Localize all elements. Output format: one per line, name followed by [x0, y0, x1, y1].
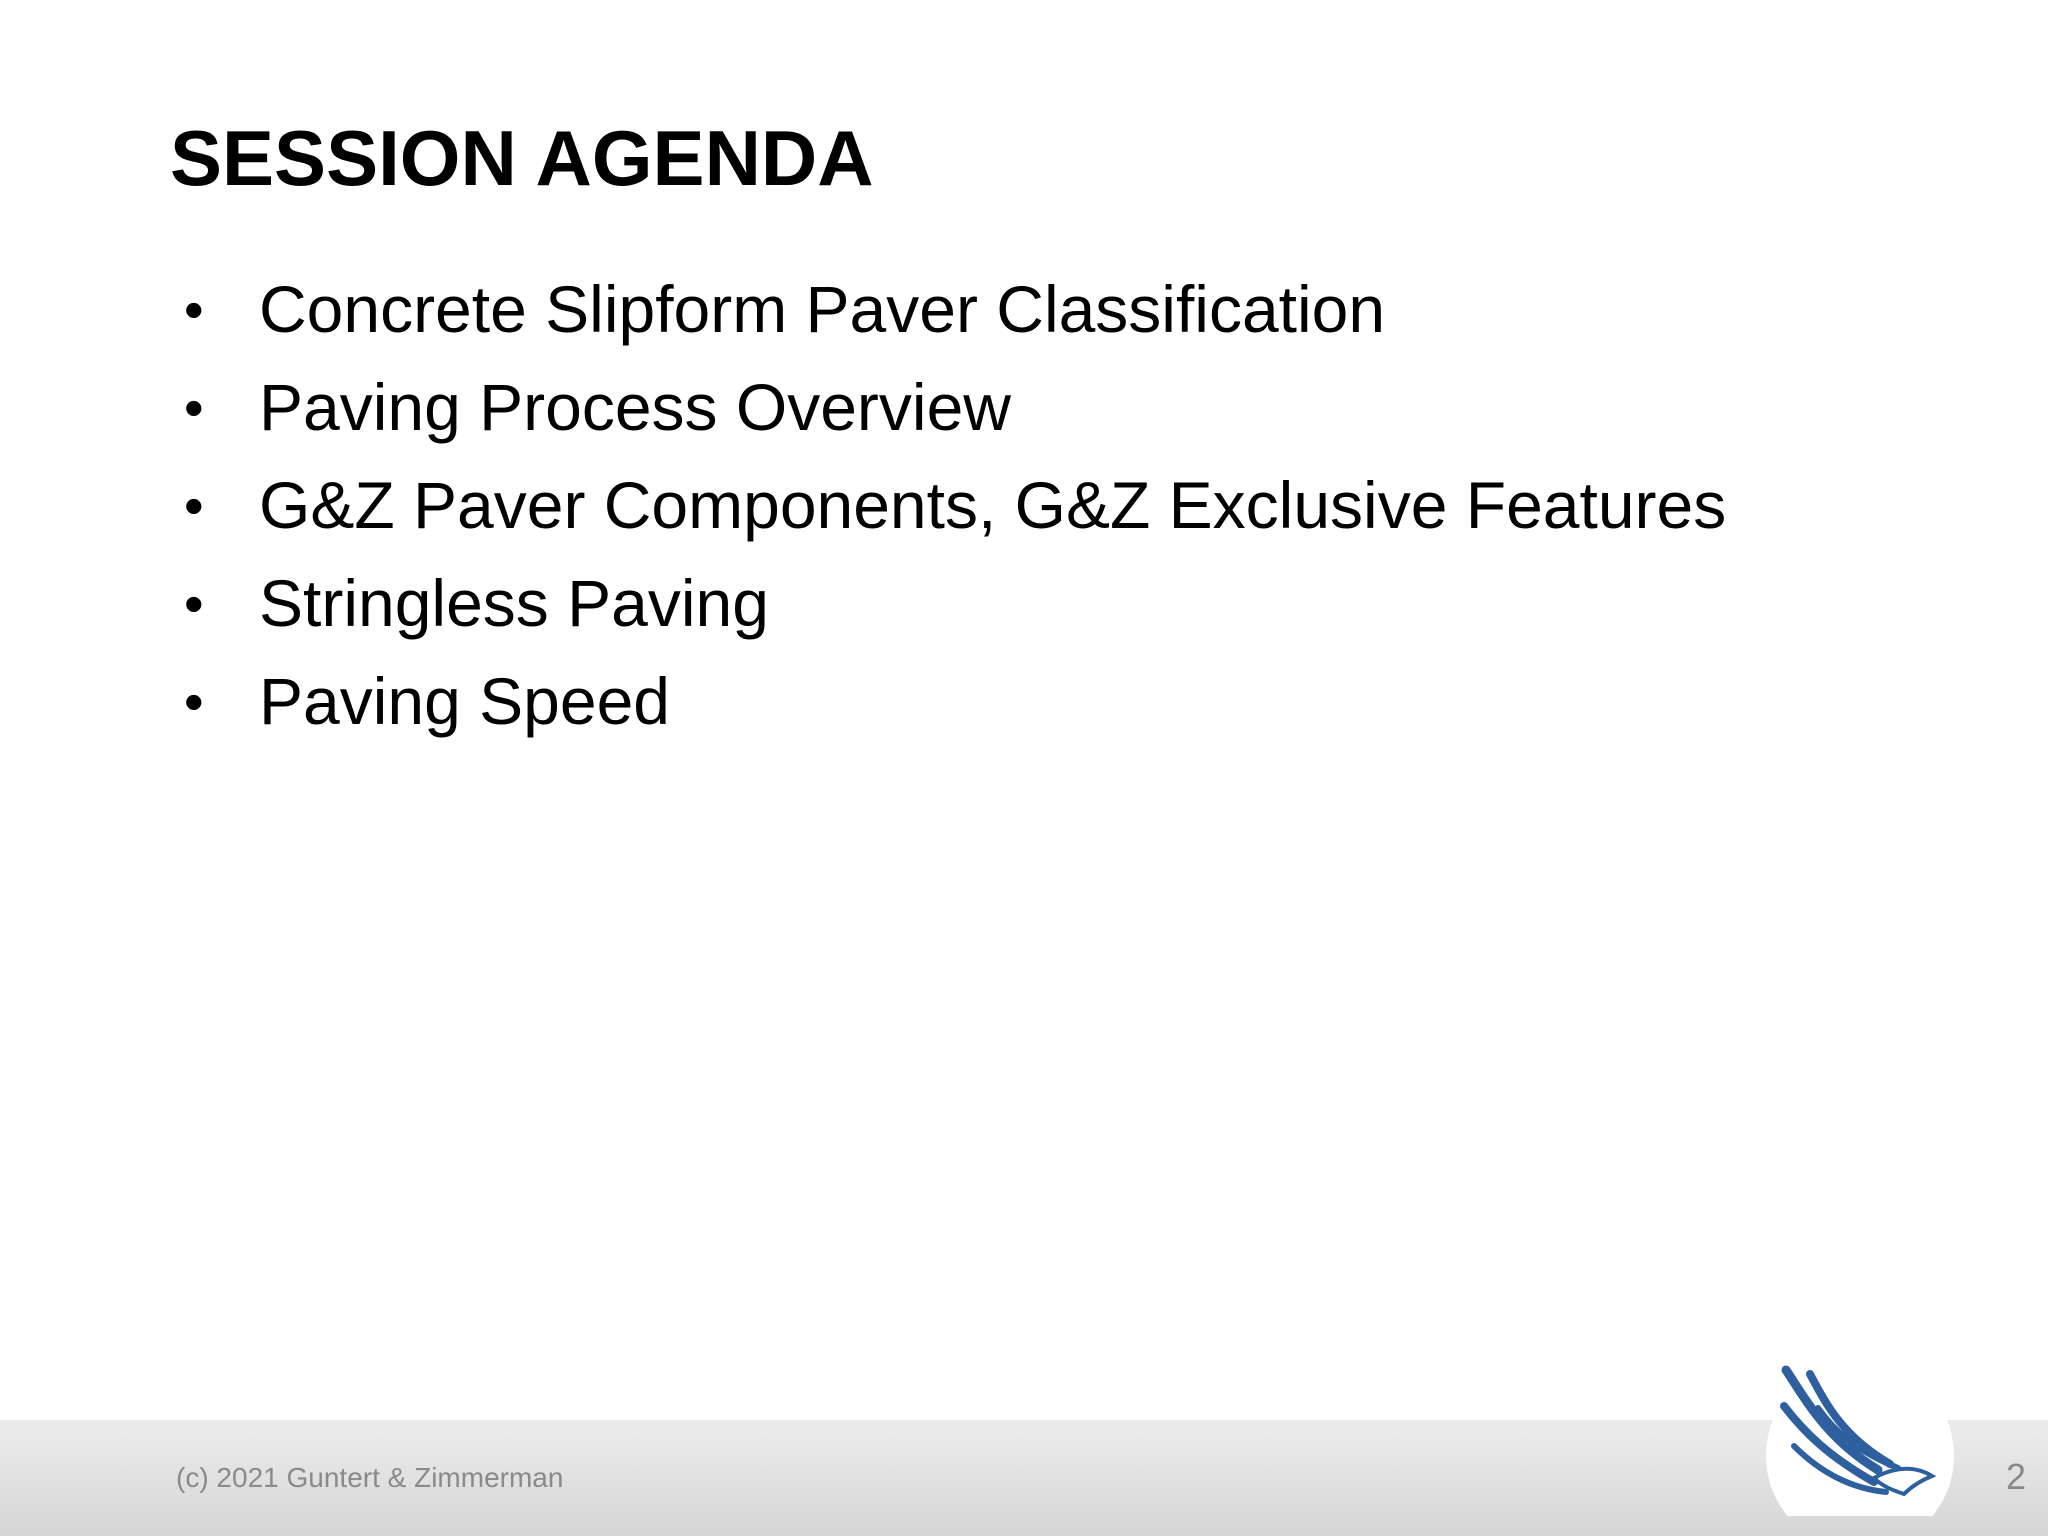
page-number: 2	[2005, 1456, 2026, 1497]
agenda-item-label: G&Z Paver Components, G&Z Exclusive Features	[259, 468, 1727, 542]
agenda-list	[170, 260, 1726, 750]
eagle-wing-logo-icon	[1766, 1360, 1954, 1516]
agenda-item-label: Concrete Slipform Paver Classification	[259, 272, 1386, 346]
agenda-item	[170, 260, 1726, 358]
agenda-item-label: Paving Speed	[259, 664, 670, 738]
copyright-text: (c) 2021 Guntert & Zimmerman	[176, 1462, 564, 1493]
slide-title: SESSION AGENDA	[170, 114, 874, 202]
agenda-item	[170, 358, 1726, 456]
agenda-item-label: Paving Process Overview	[259, 370, 1011, 444]
bullet-icon: •	[184, 473, 204, 537]
bullet-icon: •	[184, 669, 204, 733]
bullet-icon: •	[184, 375, 204, 439]
bullet-icon: •	[184, 277, 204, 341]
agenda-item-label: Stringless Paving	[259, 566, 769, 640]
agenda-item	[170, 554, 1726, 652]
bullet-icon: •	[184, 571, 204, 635]
agenda-item	[170, 652, 1726, 750]
agenda-item	[170, 456, 1726, 554]
